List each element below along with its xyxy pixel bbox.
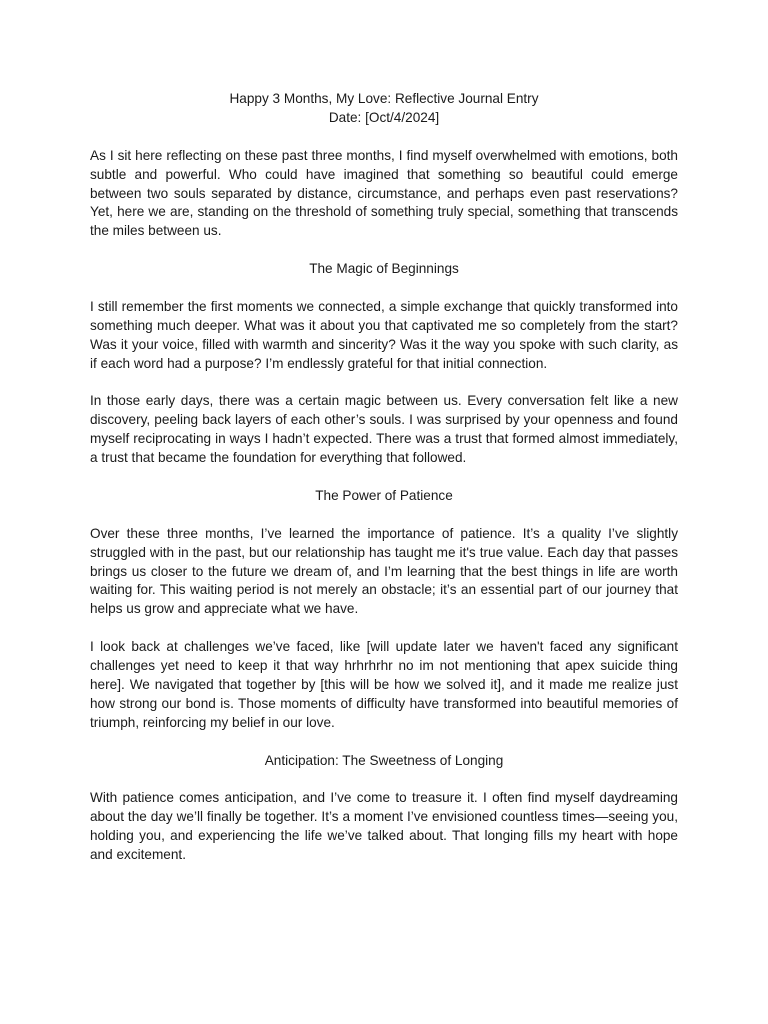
spacer (90, 374, 678, 393)
intro-paragraph: As I sit here reflecting on these past three months, I find myself overwhelmed with emotions, both subtle and powerful. Who could have imagined that something so beautiful could emerge between two souls separated by distance, circumstance, and perhaps even past reservations? Yet, here we are, standing on the threshold of something truly special, something that transcends the miles between us. (90, 147, 678, 239)
spacer (90, 506, 678, 525)
section-heading-patience: The Power of Patience (315, 487, 453, 503)
spacer (90, 468, 678, 487)
document-date: Date: [Oct/4/2024] (328, 109, 440, 125)
spacer (90, 128, 678, 147)
spacer (90, 241, 678, 260)
document-title: Happy 3 Months, My Love: Reflective Journal Entry (229, 91, 539, 106)
anticipation-paragraph-1: With patience comes anticipation, and I’ve come to treasure it. I often find myself daydreaming about the day we’ll finally be together. It’s a moment I’ve envisioned countless times—seeing you, holding you, and experiencing the life we’ve talked about. That longing fills my heart with hope and excitement. (90, 790, 678, 863)
beginnings-paragraph-2: In those early days, there was a certain magic between us. Every conversation felt like a new discovery, peeling back layers of each other’s souls. I was surprised by your openness and found myself reciprocating in ways I hadn’t expected. There was a trust that formed almost immediately, a trust that became the foundation for everything that followed. (90, 393, 678, 466)
spacer (90, 279, 678, 298)
spacer (90, 733, 678, 752)
section-heading-anticipation: Anticipation: The Sweetness of Longing (264, 752, 504, 768)
spacer (90, 619, 678, 638)
patience-paragraph-1: Over these three months, I’ve learned the importance of patience. It’s a quality I’ve slightly struggled with in the past, but our relationship has taught me it's true value. Each day that passes brings us closer to the future we dream of, and I’m learning that the best things in life are worth waiting for. This waiting period is not merely an obstacle; it’s an essential part of our journey that helps us grow and appreciate what we have. (90, 525, 678, 617)
spacer (90, 771, 678, 790)
patience-paragraph-2: I look back at challenges we’ve faced, like [will update later we haven't faced any significant challenges yet need to keep it that way hrhrhrhr no im not mentioning that apex suicide thing here]. We navigated that together by [this will be how we solved it], and it made me realize just how strong our bond is. Those moments of difficulty have transformed into beautiful memories of triumph, reinforcing my belief in our love. (90, 639, 678, 730)
beginnings-paragraph-1: I still remember the first moments we connected, a simple exchange that quickly transformed into something much deeper. What was it about you that captivated me so completely from the start? Was it your voice, filled with warmth and sincerity? Was it the way you spoke with such clarity, as if each word had a purpose? I’m endlessly grateful for that initial connection. (90, 298, 678, 371)
section-heading-beginnings: The Magic of Beginnings (309, 261, 459, 277)
document-page (90, 90, 678, 865)
